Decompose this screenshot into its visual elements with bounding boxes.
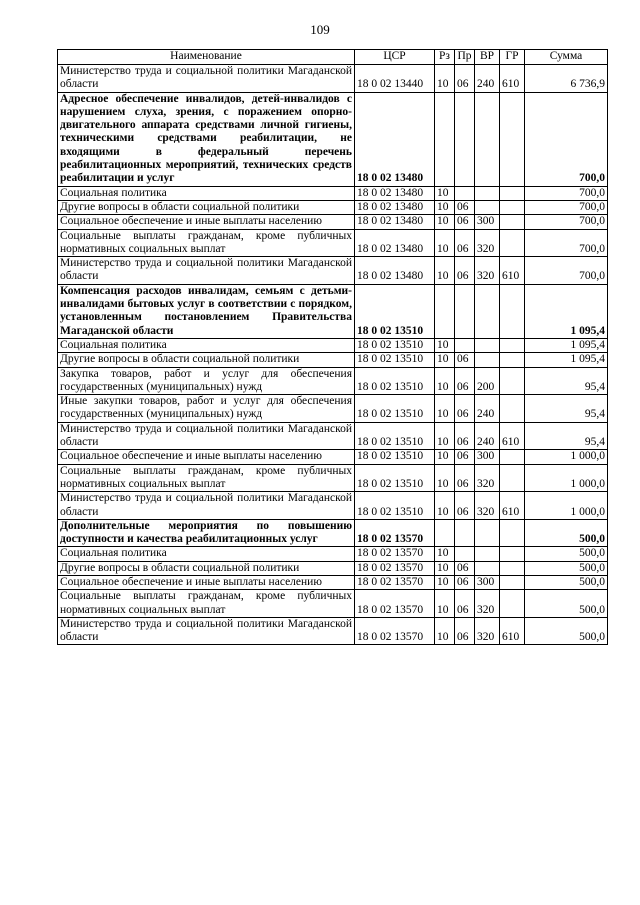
row-gr-cell <box>500 547 525 561</box>
row-pr-cell: 06 <box>455 464 475 492</box>
row-rz-cell: 10 <box>435 338 455 352</box>
row-gr-cell <box>500 561 525 575</box>
row-vr-cell: 240 <box>475 395 500 423</box>
header-csr: ЦСР <box>355 50 435 65</box>
row-gr-cell <box>500 590 525 618</box>
row-name-cell: Социальное обеспечение и иные выплаты населению <box>58 215 355 229</box>
row-name-cell: Социальное обеспечение и иные выплаты населению <box>58 575 355 589</box>
row-csr-cell: 18 0 02 13480 <box>355 215 435 229</box>
row-pr-cell: 06 <box>455 450 475 464</box>
row-csr-cell: 18 0 02 13510 <box>355 422 435 450</box>
page-number: 109 <box>310 22 330 37</box>
row-csr-cell: 18 0 02 13510 <box>355 395 435 423</box>
row-name-cell: Социальные выплаты гражданам, кроме публичных нормативных социальных выплат <box>58 464 355 492</box>
row-vr-cell <box>475 284 500 338</box>
row-pr-cell <box>455 519 475 547</box>
row-rz-cell: 10 <box>435 65 455 93</box>
table-row <box>58 367 608 395</box>
row-pr-cell: 06 <box>455 575 475 589</box>
row-name-cell: Министерство труда и социальной политики Магаданской области <box>58 257 355 285</box>
row-vr-cell: 320 <box>475 257 500 285</box>
row-csr-cell: 18 0 02 13510 <box>355 464 435 492</box>
row-csr-cell: 18 0 02 13510 <box>355 338 435 352</box>
row-pr-cell <box>455 92 475 186</box>
row-pr-cell: 06 <box>455 229 475 257</box>
row-sum-cell: 500,0 <box>525 590 608 618</box>
row-vr-cell <box>475 338 500 352</box>
row-pr-cell: 06 <box>455 492 475 520</box>
row-gr-cell <box>500 338 525 352</box>
row-csr-cell: 18 0 02 13510 <box>355 353 435 367</box>
row-sum-cell: 500,0 <box>525 519 608 547</box>
budget-table <box>57 49 608 645</box>
row-name-cell: Социальная политика <box>58 547 355 561</box>
row-vr-cell <box>475 353 500 367</box>
row-sum-cell: 700,0 <box>525 200 608 214</box>
row-sum-cell: 1 095,4 <box>525 353 608 367</box>
row-sum-cell: 700,0 <box>525 186 608 200</box>
row-vr-cell: 200 <box>475 367 500 395</box>
row-gr-cell: 610 <box>500 257 525 285</box>
row-gr-cell <box>500 519 525 547</box>
row-sum-cell: 700,0 <box>525 215 608 229</box>
row-csr-cell: 18 0 02 13440 <box>355 65 435 93</box>
row-vr-cell: 320 <box>475 617 500 645</box>
row-rz-cell: 10 <box>435 492 455 520</box>
table-row <box>58 186 608 200</box>
row-vr-cell: 300 <box>475 215 500 229</box>
row-pr-cell: 06 <box>455 257 475 285</box>
row-rz-cell: 10 <box>435 561 455 575</box>
table-row <box>58 422 608 450</box>
row-csr-cell: 18 0 02 13570 <box>355 519 435 547</box>
row-rz-cell: 10 <box>435 257 455 285</box>
row-csr-cell: 18 0 02 13510 <box>355 450 435 464</box>
row-gr-cell <box>500 353 525 367</box>
row-rz-cell <box>435 284 455 338</box>
table-header-row <box>58 50 608 65</box>
table-row-program <box>58 519 608 547</box>
row-gr-cell: 610 <box>500 492 525 520</box>
row-gr-cell: 610 <box>500 617 525 645</box>
row-vr-cell: 320 <box>475 229 500 257</box>
table-row-program <box>58 284 608 338</box>
row-gr-cell <box>500 575 525 589</box>
row-rz-cell: 10 <box>435 186 455 200</box>
table-row <box>58 547 608 561</box>
row-rz-cell: 10 <box>435 229 455 257</box>
row-vr-cell <box>475 92 500 186</box>
row-sum-cell: 1 095,4 <box>525 284 608 338</box>
row-csr-cell: 18 0 02 13570 <box>355 617 435 645</box>
row-name-cell: Дополнительные мероприятия по повышению доступности и качества реабилитационных услуг <box>58 519 355 547</box>
row-rz-cell: 10 <box>435 353 455 367</box>
row-name-cell: Компенсация расходов инвалидам, семьям с детьми-инвалидами бытовых услуг в соответствии с порядком, установленным постановлением Правительства Магаданской области <box>58 284 355 338</box>
table-row <box>58 492 608 520</box>
row-pr-cell: 06 <box>455 367 475 395</box>
row-gr-cell <box>500 464 525 492</box>
header-sum: Сумма <box>525 50 608 65</box>
row-vr-cell: 320 <box>475 492 500 520</box>
row-pr-cell: 06 <box>455 395 475 423</box>
table-row <box>58 464 608 492</box>
row-vr-cell: 240 <box>475 422 500 450</box>
table-body <box>58 65 608 645</box>
row-vr-cell: 320 <box>475 590 500 618</box>
row-vr-cell: 240 <box>475 65 500 93</box>
row-pr-cell <box>455 284 475 338</box>
row-vr-cell <box>475 561 500 575</box>
row-vr-cell <box>475 186 500 200</box>
header-gr: ГР <box>500 50 525 65</box>
row-gr-cell <box>500 215 525 229</box>
row-rz-cell <box>435 92 455 186</box>
row-vr-cell: 300 <box>475 450 500 464</box>
row-pr-cell: 06 <box>455 617 475 645</box>
row-rz-cell: 10 <box>435 422 455 450</box>
row-sum-cell: 500,0 <box>525 561 608 575</box>
row-sum-cell: 700,0 <box>525 92 608 186</box>
row-name-cell: Другие вопросы в области социальной политики <box>58 561 355 575</box>
row-name-cell: Социальная политика <box>58 186 355 200</box>
row-vr-cell: 320 <box>475 464 500 492</box>
row-sum-cell: 1 000,0 <box>525 492 608 520</box>
row-gr-cell <box>500 284 525 338</box>
row-sum-cell: 500,0 <box>525 617 608 645</box>
table-row <box>58 200 608 214</box>
table-row <box>58 257 608 285</box>
table-row <box>58 617 608 645</box>
row-rz-cell: 10 <box>435 395 455 423</box>
row-csr-cell: 18 0 02 13570 <box>355 547 435 561</box>
row-gr-cell <box>500 229 525 257</box>
row-pr-cell <box>455 338 475 352</box>
row-rz-cell: 10 <box>435 617 455 645</box>
row-vr-cell: 300 <box>475 575 500 589</box>
row-vr-cell <box>475 519 500 547</box>
row-name-cell: Закупка товаров, работ и услуг для обеспечения государственных (муниципальных) нужд <box>58 367 355 395</box>
row-rz-cell: 10 <box>435 590 455 618</box>
table-row <box>58 215 608 229</box>
row-sum-cell: 95,4 <box>525 367 608 395</box>
row-csr-cell: 18 0 02 13510 <box>355 284 435 338</box>
row-pr-cell: 06 <box>455 353 475 367</box>
row-sum-cell: 95,4 <box>525 422 608 450</box>
row-rz-cell: 10 <box>435 200 455 214</box>
row-name-cell: Адресное обеспечение инвалидов, детей-инвалидов с нарушением слуха, зрения, с поражением опорно-двигательного аппарата средствами личной гигиены, техническими средствами реабилитации, не входящими в федеральный перечень реабилитационных мероприятий, технических средств реабилитации и услуг <box>58 92 355 186</box>
row-pr-cell <box>455 547 475 561</box>
row-sum-cell: 500,0 <box>525 547 608 561</box>
row-csr-cell: 18 0 02 13570 <box>355 575 435 589</box>
row-name-cell: Социальные выплаты гражданам, кроме публичных нормативных социальных выплат <box>58 590 355 618</box>
row-pr-cell: 06 <box>455 561 475 575</box>
row-gr-cell <box>500 186 525 200</box>
table-row <box>58 65 608 93</box>
row-gr-cell <box>500 92 525 186</box>
header-rz: Рз <box>435 50 455 65</box>
table-row <box>58 450 608 464</box>
row-sum-cell: 700,0 <box>525 229 608 257</box>
row-sum-cell: 95,4 <box>525 395 608 423</box>
row-name-cell: Министерство труда и социальной политики Магаданской области <box>58 617 355 645</box>
row-vr-cell <box>475 547 500 561</box>
row-gr-cell <box>500 367 525 395</box>
row-sum-cell: 1 095,4 <box>525 338 608 352</box>
row-rz-cell: 10 <box>435 450 455 464</box>
table-row <box>58 575 608 589</box>
row-pr-cell: 06 <box>455 215 475 229</box>
header-vr: ВР <box>475 50 500 65</box>
table-row <box>58 353 608 367</box>
row-sum-cell: 1 000,0 <box>525 464 608 492</box>
row-csr-cell: 18 0 02 13510 <box>355 367 435 395</box>
row-name-cell: Министерство труда и социальной политики Магаданской области <box>58 65 355 93</box>
row-name-cell: Социальные выплаты гражданам, кроме публичных нормативных социальных выплат <box>58 229 355 257</box>
row-csr-cell: 18 0 02 13480 <box>355 229 435 257</box>
row-csr-cell: 18 0 02 13480 <box>355 186 435 200</box>
row-pr-cell <box>455 186 475 200</box>
row-name-cell: Министерство труда и социальной политики Магаданской области <box>58 492 355 520</box>
row-name-cell: Социальная политика <box>58 338 355 352</box>
row-pr-cell: 06 <box>455 590 475 618</box>
row-name-cell: Иные закупки товаров, работ и услуг для обеспечения государственных (муниципальных) нужд <box>58 395 355 423</box>
row-sum-cell: 6 736,9 <box>525 65 608 93</box>
row-gr-cell <box>500 200 525 214</box>
table-row <box>58 338 608 352</box>
row-csr-cell: 18 0 02 13570 <box>355 590 435 618</box>
row-gr-cell: 610 <box>500 65 525 93</box>
table-row <box>58 561 608 575</box>
row-name-cell: Социальное обеспечение и иные выплаты населению <box>58 450 355 464</box>
row-rz-cell: 10 <box>435 575 455 589</box>
row-sum-cell: 500,0 <box>525 575 608 589</box>
table-row-program <box>58 92 608 186</box>
row-rz-cell: 10 <box>435 367 455 395</box>
table-row <box>58 590 608 618</box>
row-sum-cell: 700,0 <box>525 257 608 285</box>
row-pr-cell: 06 <box>455 200 475 214</box>
row-csr-cell: 18 0 02 13480 <box>355 200 435 214</box>
row-rz-cell <box>435 519 455 547</box>
row-name-cell: Другие вопросы в области социальной политики <box>58 353 355 367</box>
row-csr-cell: 18 0 02 13480 <box>355 257 435 285</box>
row-csr-cell: 18 0 02 13480 <box>355 92 435 186</box>
row-rz-cell: 10 <box>435 547 455 561</box>
table-row <box>58 229 608 257</box>
row-rz-cell: 10 <box>435 464 455 492</box>
row-csr-cell: 18 0 02 13510 <box>355 492 435 520</box>
row-rz-cell: 10 <box>435 215 455 229</box>
row-gr-cell <box>500 395 525 423</box>
row-gr-cell: 610 <box>500 422 525 450</box>
table-row <box>58 395 608 423</box>
row-pr-cell: 06 <box>455 65 475 93</box>
row-name-cell: Другие вопросы в области социальной политики <box>58 200 355 214</box>
row-gr-cell <box>500 450 525 464</box>
row-vr-cell <box>475 200 500 214</box>
row-csr-cell: 18 0 02 13570 <box>355 561 435 575</box>
row-pr-cell: 06 <box>455 422 475 450</box>
row-sum-cell: 1 000,0 <box>525 450 608 464</box>
header-pr: Пр <box>455 50 475 65</box>
header-name: Наименование <box>58 50 355 65</box>
row-name-cell: Министерство труда и социальной политики Магаданской области <box>58 422 355 450</box>
